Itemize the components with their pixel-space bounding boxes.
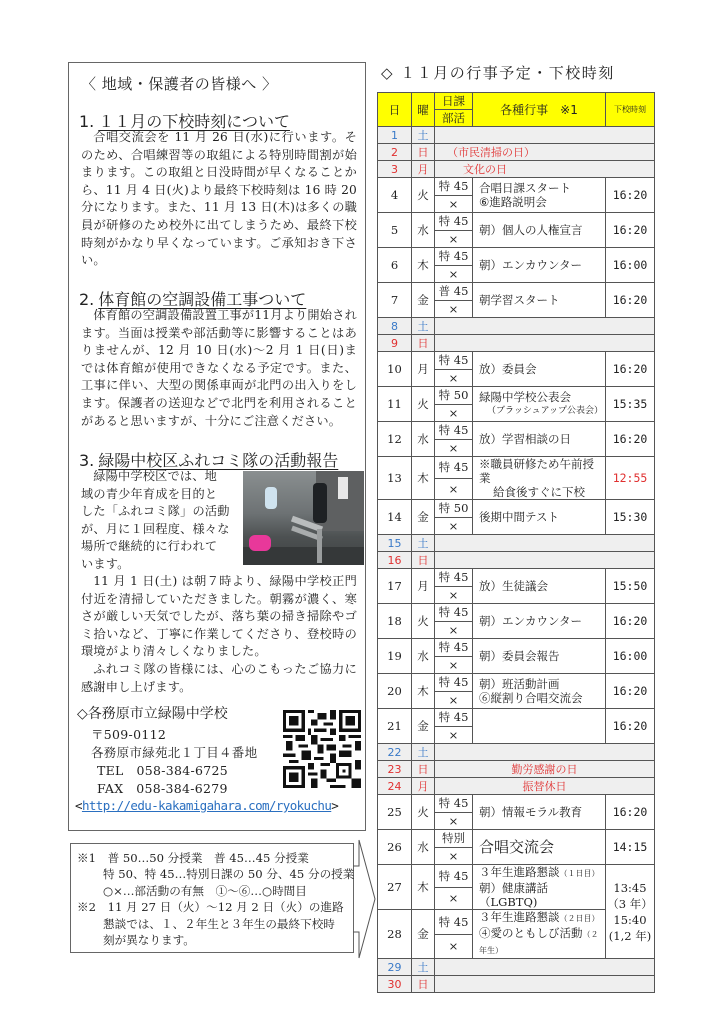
schedule-row-holiday (378, 318, 655, 335)
arrow-right-icon (353, 838, 377, 960)
nikka-cell: 特 45 (435, 352, 473, 370)
day-cell: 17 (378, 569, 412, 604)
schedule-row (378, 352, 655, 370)
club-cell: × (435, 887, 473, 910)
weekday-cell: 金 (412, 283, 435, 318)
nikka-cell: 特 45 (435, 865, 473, 888)
schedule-row-holiday (378, 778, 655, 795)
schedule-row-holiday (378, 535, 655, 552)
weekday-cell: 水 (412, 422, 435, 457)
schedule-row (378, 178, 655, 196)
holiday-event-cell: 振替休日 (435, 778, 655, 795)
event-cell (473, 709, 606, 744)
schedule-row (378, 387, 655, 405)
school-fax: FAX 058-384-6279 (97, 781, 228, 796)
header-bukatsu: 部活 (435, 110, 473, 127)
schedule-row (378, 213, 655, 231)
weekday-cell: 土 (412, 535, 435, 552)
nikka-cell: 特 45 (435, 604, 473, 622)
section-3-body: 11 月 1 日(土) は朝７時より、緑陽中学校正門付近を清掃していただきました。朝霧が濃く、寒さが厳しい天気でしたが、落ち葉の掃き掃除やゴミ拾いなど、丁寧に作業してくださり、登校時の環境がより清々しくなりました。 ふれコミ隊の皆様には、心のこもったご協力に感謝申し上げます。 (81, 574, 357, 694)
nikka-cell: 特 45 (435, 248, 473, 266)
day-cell: 3 (378, 161, 412, 178)
schedule-row-holiday (378, 761, 655, 778)
holiday-event-cell (435, 976, 655, 993)
day-cell: 5 (378, 213, 412, 248)
dismissal-time-cell: 15:30 (606, 500, 655, 535)
header-day: 日 (378, 93, 412, 127)
nikka-cell: 特別 (435, 830, 473, 848)
dismissal-time-cell: 14:15 (606, 830, 655, 865)
weekday-cell: 土 (412, 127, 435, 144)
qr-code-icon (283, 709, 361, 789)
day-cell: 28 (378, 910, 412, 959)
dismissal-time-cell: 16:20 (606, 604, 655, 639)
dismissal-time-cell: 16:20 (606, 352, 655, 387)
event-cell: 合唱日課スタート ⑥進路説明会 (473, 178, 606, 213)
dismissal-time-cell: 16:20 (606, 422, 655, 457)
schedule-row (378, 248, 655, 266)
weekday-cell: 水 (412, 639, 435, 674)
schedule-row-holiday (378, 161, 655, 178)
schedule-row (378, 865, 655, 888)
section-1-heading: 1. １１月の下校時刻について (79, 112, 290, 131)
dismissal-time-cell: 16:20 (606, 674, 655, 709)
day-cell: 23 (378, 761, 412, 778)
club-cell: × (435, 656, 473, 674)
schedule-row (378, 830, 655, 848)
club-cell: × (435, 691, 473, 709)
dismissal-time-cell: 13:45 （3 年） 15:40 (1,2 年) (606, 865, 655, 959)
holiday-event-cell (435, 744, 655, 761)
weekday-cell: 水 (412, 213, 435, 248)
schedule-row (378, 795, 655, 813)
club-cell: × (435, 404, 473, 422)
event-cell: 朝）個人の人権宣言 (473, 213, 606, 248)
nikka-cell: 特 45 (435, 639, 473, 657)
weekday-cell: 日 (412, 144, 435, 161)
day-cell: 24 (378, 778, 412, 795)
day-cell: 19 (378, 639, 412, 674)
holiday-event-cell: （市民清掃の日） (435, 144, 655, 161)
club-cell: × (435, 812, 473, 830)
event-cell: 放）委員会 (473, 352, 606, 387)
schedule-row (378, 500, 655, 518)
day-cell: 21 (378, 709, 412, 744)
school-name: ◇各務原市立緑陽中学校 (77, 706, 228, 722)
day-cell: 11 (378, 387, 412, 422)
weekday-cell: 金 (412, 500, 435, 535)
weekday-cell: 土 (412, 318, 435, 335)
day-cell: 8 (378, 318, 412, 335)
dismissal-time-cell: 12:55 (606, 457, 655, 500)
day-cell: 2 (378, 144, 412, 161)
club-cell: × (435, 195, 473, 213)
schedule-row (378, 674, 655, 692)
nikka-cell: 特 45 (435, 569, 473, 587)
weekday-cell: 月 (412, 778, 435, 795)
schedule-row-holiday (378, 552, 655, 569)
day-cell: 7 (378, 283, 412, 318)
day-cell: 10 (378, 352, 412, 387)
holiday-event-cell: 勤労感謝の日 (435, 761, 655, 778)
weekday-cell: 木 (412, 457, 435, 500)
nikka-cell: 特 45 (435, 795, 473, 813)
weekday-cell: 水 (412, 830, 435, 865)
day-cell: 14 (378, 500, 412, 535)
footnote-2: ※2 11 月 27 日（火）～12 月 2 日（火）の進路 (77, 900, 344, 915)
school-url-line: <http://edu-kakamigahara.com/ryokuchu> (75, 798, 339, 813)
holiday-event-cell (435, 959, 655, 976)
dismissal-time-cell: 16:20 (606, 213, 655, 248)
dismissal-time-cell: 15:35 (606, 387, 655, 422)
club-cell: × (435, 265, 473, 283)
nikka-cell: 特 45 (435, 422, 473, 440)
dismissal-time-cell: 16:00 (606, 639, 655, 674)
club-cell: × (435, 439, 473, 457)
community-notice-panel (68, 62, 366, 831)
day-cell: 26 (378, 830, 412, 865)
club-cell: × (435, 230, 473, 248)
event-cell: 朝）情報モラル教育 (473, 795, 606, 830)
nikka-cell: 特 45 (435, 457, 473, 479)
schedule-row-holiday (378, 127, 655, 144)
weekday-cell: 金 (412, 709, 435, 744)
schedule-row (378, 457, 655, 479)
dismissal-time-cell: 16:20 (606, 283, 655, 318)
day-cell: 20 (378, 674, 412, 709)
day-cell: 15 (378, 535, 412, 552)
holiday-event-cell (435, 127, 655, 144)
nikka-cell: 特 50 (435, 387, 473, 405)
school-tel: TEL 058-384-6725 (97, 763, 229, 778)
nikka-cell: 特 50 (435, 500, 473, 518)
day-cell: 29 (378, 959, 412, 976)
header-events: 各種行事 ※1 (473, 93, 606, 127)
holiday-event-cell: 文化の日 (435, 161, 655, 178)
weekday-cell: 土 (412, 744, 435, 761)
weekday-cell: 火 (412, 604, 435, 639)
day-cell: 18 (378, 604, 412, 639)
day-cell: 22 (378, 744, 412, 761)
day-cell: 27 (378, 865, 412, 910)
section-2-heading: 2. 体育館の空調設備工事ついて (79, 290, 307, 309)
club-cell: × (435, 369, 473, 387)
weekday-cell: 日 (412, 552, 435, 569)
header-dismissal: 下校時刻 (606, 93, 655, 127)
club-cell: × (435, 586, 473, 604)
postal-code: 〒509-0112 (91, 727, 167, 742)
holiday-event-cell (435, 335, 655, 352)
day-cell: 30 (378, 976, 412, 993)
schedule-row-holiday (378, 976, 655, 993)
holiday-event-cell (435, 535, 655, 552)
weekday-cell: 土 (412, 959, 435, 976)
event-cell: 朝）班活動計画 ⑥縦割り合唱交流会 (473, 674, 606, 709)
event-cell: 放）生徒議会 (473, 569, 606, 604)
club-cell: × (435, 847, 473, 865)
weekday-cell: 木 (412, 248, 435, 283)
header-nikka: 日課 (435, 93, 473, 110)
school-address: 各務原市緑苑北１丁目４番地 (91, 745, 258, 760)
club-cell: × (435, 300, 473, 318)
schedule-row (378, 639, 655, 657)
weekday-cell: 月 (412, 161, 435, 178)
weekday-cell: 火 (412, 795, 435, 830)
club-cell: × (435, 621, 473, 639)
schedule-row-holiday (378, 335, 655, 352)
schedule-row (378, 283, 655, 301)
holiday-event-cell (435, 318, 655, 335)
event-cell: 朝）エンカウンター (473, 248, 606, 283)
nikka-cell: 特 45 (435, 674, 473, 692)
schedule-row-holiday (378, 144, 655, 161)
dismissal-time-cell: 16:20 (606, 178, 655, 213)
nikka-cell: 特 45 (435, 178, 473, 196)
schedule-table (377, 92, 655, 993)
schedule-row (378, 709, 655, 727)
event-cell: 朝）エンカウンター (473, 604, 606, 639)
schedule-title: ◇ １１月の行事予定・下校時刻 (381, 64, 615, 82)
club-cell: × (435, 726, 473, 744)
event-cell: 朝学習スタート (473, 283, 606, 318)
dismissal-time-cell: 15:50 (606, 569, 655, 604)
greeting-heading: 〈 地域・保護者の皆様へ 〉 (81, 75, 278, 93)
nikka-cell: 特 45 (435, 910, 473, 935)
day-cell: 9 (378, 335, 412, 352)
day-cell: 4 (378, 178, 412, 213)
weekday-cell: 火 (412, 387, 435, 422)
event-cell: ３年生進路懇談（２日目） ④愛のともしび活動（２年生） (473, 910, 606, 959)
footnotes-box: ※1 普 50…50 分授業 普 45…45 分授業 特 50、特 45…特別日課の 50 分、45 分の授業 ○×…部活動の有無 ①～⑥…○時間目 ※2 11 月 27 日（火）～12 月 2 日（火）の進路 懇談では、１、２年生と３年生の最終下校時 刻が異なります。 (70, 843, 354, 953)
footnote-1: ※1 普 50…50 分授業 普 45…45 分授業 (77, 851, 309, 865)
club-cell: × (435, 517, 473, 535)
section-3-intro: 緑陽中学校区では、地 域の青少年育成を目的と した「ふれコミ隊」の活動 が、月に１回程度、様々な 場所で継続的に行われて います。 (81, 469, 230, 571)
section-3-heading: 3. 緑陽中校区ふれコミ隊の活動報告 (79, 451, 339, 470)
dismissal-time-cell: 16:20 (606, 709, 655, 744)
schedule-row (378, 569, 655, 587)
holiday-event-cell (435, 552, 655, 569)
day-cell: 6 (378, 248, 412, 283)
event-cell: ３年生進路懇談（１日目） 朝）健康講話（LGBTQ) (473, 865, 606, 910)
day-cell: 16 (378, 552, 412, 569)
day-cell: 1 (378, 127, 412, 144)
schedule-row (378, 604, 655, 622)
weekday-cell: 月 (412, 352, 435, 387)
weekday-cell: 火 (412, 178, 435, 213)
weekday-cell: 月 (412, 569, 435, 604)
event-cell: 放）学習相談の日 (473, 422, 606, 457)
schedule-row-holiday (378, 744, 655, 761)
event-cell: 合唱交流会 (473, 830, 606, 865)
schedule-row-holiday (378, 959, 655, 976)
club-cell: × (435, 934, 473, 959)
dismissal-time-cell: 16:20 (606, 795, 655, 830)
weekday-cell: 日 (412, 335, 435, 352)
event-cell: 後期中間テスト (473, 500, 606, 535)
day-cell: 13 (378, 457, 412, 500)
school-website-link[interactable]: http://edu-kakamigahara.com/ryokuchu (81, 798, 332, 813)
event-cell: ※職員研修ため午前授業 給食後すぐに下校 (473, 457, 606, 500)
weekday-cell: 日 (412, 761, 435, 778)
header-weekday: 曜 (412, 93, 435, 127)
club-cell: × (435, 478, 473, 500)
event-cell: 緑陽中学校公表会 （ブラッシュアップ公表会） (473, 387, 606, 422)
weekday-cell: 日 (412, 976, 435, 993)
nikka-cell: 特 45 (435, 709, 473, 727)
section-1-body: 合唱交流会を 11 月 26 日(水)に行います。そのため、合唱練習等の取組による特別時間割が始まります。この取組と日没時間が早くなることから、11 月 4 日(火)より最終下校時刻は 16 時 20 分になります。また、11 月 13 日(木)は多くの職員が研修のため校外に出てしまうため、最終下校時刻がかなり早くなっています。ご承知おき下さい。 (81, 130, 357, 268)
day-cell: 12 (378, 422, 412, 457)
weekday-cell: 金 (412, 910, 435, 959)
weekday-cell: 木 (412, 865, 435, 910)
day-cell: 25 (378, 795, 412, 830)
nikka-cell: 特 45 (435, 213, 473, 231)
dismissal-time-cell: 16:00 (606, 248, 655, 283)
weekday-cell: 木 (412, 674, 435, 709)
volunteer-activity-photo (243, 471, 364, 565)
nikka-cell: 普 45 (435, 283, 473, 301)
section-2-body: 体育館の空調設備設置工事が11月より開始されます。当面は授業や部活動等に影響することはありませんが、12 月 10 日(水)～2 月 1 日(日)までは体育館が使用できなくなる予定です。また、工事に伴い、大型の関係車両が北門の出入りをします。保護者の送迎などで北門を利用されることがあると思いますが、十分にご注意ください。 (81, 308, 357, 428)
schedule-row (378, 422, 655, 440)
event-cell: 朝）委員会報告 (473, 639, 606, 674)
